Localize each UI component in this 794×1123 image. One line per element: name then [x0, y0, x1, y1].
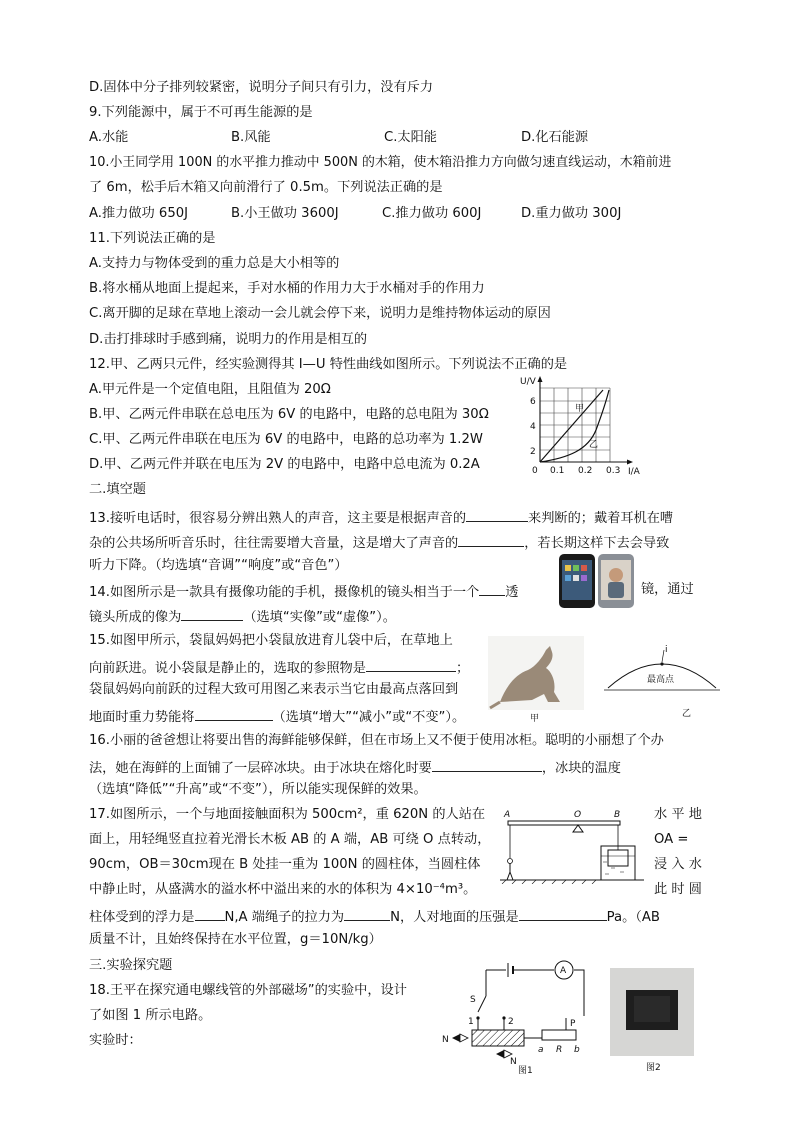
q17-line3: 90cm，OB＝30cm现在 B 处挂一重为 100N 的圆柱体，当圆柱体 [89, 857, 481, 872]
label-o: O [574, 810, 582, 820]
section-experiment-title: 三.实验探究题 [89, 958, 173, 973]
x-tick: 0.3 [606, 466, 621, 476]
q9-option-b: B.风能 [231, 130, 271, 145]
q16-line3: （选填“降低”“升高”或“不变”），所以能实现保鲜的效果。 [89, 782, 427, 797]
q10-option-b: B.小王做功 3600J [231, 206, 339, 221]
q15-line3: 袋鼠妈妈向前跃的过程大致可用图乙来表示当它由最高点落回到 [89, 682, 459, 697]
q10-stem-line1: 10.小王同学用 100N 的水平推力推动中 500N 的木箱，使木箱沿推力方向做匀速直线运动，木箱前进 [89, 155, 672, 170]
iron-filings-figure-2 [608, 968, 698, 1078]
q16-line1: 16.小丽的爸爸想让将要出售的海鲜能够保鲜，但在市场上又不便于使用冰柜。聪明的小丽想了个办 [89, 733, 664, 748]
q10-stem-line2: 了 6m，松手后木箱又向前滑行了 0.5m。下列说法正确的是 [89, 180, 443, 195]
q18-line2: 了如图 1 所示电路。 [89, 1008, 212, 1023]
q14-blank-2[interactable] [181, 606, 243, 621]
y-tick: 4 [530, 422, 536, 432]
q10-option-c: C.推力做功 600J [382, 206, 482, 221]
y-tick: 2 [530, 447, 536, 457]
kangaroo-figure [488, 636, 584, 724]
q9-option-a: A.水能 [89, 130, 129, 145]
fig-label-jia: 甲 [530, 714, 540, 724]
q15-blank-1[interactable] [366, 657, 456, 672]
q8-option-d: D.固体中分子排列较紧密，说明分子间只有引力，没有斥力 [89, 80, 434, 95]
q17-blank-3[interactable] [519, 906, 607, 921]
terminal-2-label: 2 [508, 1017, 514, 1027]
curve-label-jia: 甲 [575, 404, 585, 414]
q10-option-d: D.重力做功 300J [521, 206, 622, 221]
q17-text: N,A 端绳子的拉力为 [224, 910, 345, 925]
q11-option-d: D.击打排球时手感到痛，说明力的作用是相互的 [89, 332, 368, 347]
q14-text: （选填“实像”或“虚像”）。 [243, 610, 396, 625]
q13-line1 [89, 507, 673, 528]
q17-line4-right: 此 时 圆 [654, 882, 702, 897]
q15-blank-2[interactable] [195, 706, 273, 721]
q14-line1-right: 镜，通过 [641, 582, 694, 597]
q17-line4: 中静止时，从盛满水的溢水杯中溢出来的水的体积为 4×10⁻⁴m³。 [89, 882, 477, 897]
q18-line1: 18.王平在探究通电螺线管的外部磁场”的实验中，设计 [89, 983, 407, 998]
top-point-label: 最高点 [647, 675, 675, 685]
q13-text: 13.接听电话时，很容易分辨出熟人的声音，这主要是根据声音的 [89, 511, 467, 526]
label-b: B [614, 810, 621, 820]
q13-line2 [89, 532, 669, 553]
resistor-b-label: b [574, 1045, 580, 1055]
q18-line3: 实验时： [89, 1033, 142, 1048]
q13-text: ，若长期这样下去会导致 [524, 536, 670, 551]
q11-option-c: C.离开脚的足球在草地上滚动一会儿就会停下来，说明力是维持物体运动的原因 [89, 306, 551, 321]
q17-line1: 17.如图所示，一个与地面接触面积为 500cm²，重 620N 的人站在 [89, 807, 486, 822]
compass-n-label-left: N [442, 1035, 449, 1045]
trajectory-figure [602, 642, 722, 724]
q16-line2 [89, 757, 621, 778]
label-a: A [504, 810, 511, 820]
ammeter-label: A [560, 966, 567, 976]
q15-line2 [89, 657, 469, 678]
q15-line1: 15.如图甲所示，袋鼠妈妈把小袋鼠放进育儿袋中后，在草地上 [89, 633, 453, 648]
q10-option-a: A.推力做功 650J [89, 206, 188, 221]
fig2-caption: 图2 [646, 1063, 661, 1073]
q12-option-b: B.甲、乙两元件串联在总电压为 6V 的电路中，电路的总电阻为 30Ω [89, 407, 489, 422]
phone-image [556, 551, 638, 611]
curve-label-yi: 乙 [589, 440, 599, 450]
q15-line4 [89, 706, 465, 727]
x-tick: 0.1 [550, 466, 565, 476]
q11-option-a: A.支持力与物体受到的重力总是大小相等的 [89, 256, 340, 271]
q14-blank-1[interactable] [479, 581, 505, 596]
svg-text:i: i [665, 645, 668, 655]
q13-text: 杂的公共场所听音乐时，往往需要增大音量，这是增大了声音的 [89, 536, 459, 551]
switch-label: S [470, 995, 476, 1005]
x-tick: 0 [532, 466, 538, 476]
q14-text: 镜头所成的像为 [89, 610, 182, 625]
q9-option-d: D.化石能源 [521, 130, 589, 145]
q14-text: 透 [505, 585, 519, 600]
q13-line3: 听力下降。（均选填“音调”“响度”或“音色”） [89, 558, 348, 573]
lever-figure [500, 806, 644, 884]
q11-stem: 11.下列说法正确的是 [89, 231, 216, 246]
q14-text: 14.如图所示是一款具有摄像功能的手机，摄像机的镜头相当于一个 [89, 585, 480, 600]
q17-text: N，人对地面的压强是 [390, 910, 519, 925]
fig1-caption: 图1 [518, 1066, 533, 1076]
q14-line2 [89, 606, 396, 627]
circuit-figure-1 [434, 960, 594, 1076]
q15-text: （选填“增大”“减小”或“不变”）。 [272, 710, 466, 725]
q9-stem: 9.下列能源中，属于不可再生能源的是 [89, 105, 313, 120]
q9-option-c: C.太阳能 [384, 130, 437, 145]
terminal-1-label: 1 [468, 1017, 474, 1027]
q17-text: 柱体受到的浮力是 [89, 910, 195, 925]
x-axis-label: I/A [628, 467, 640, 476]
q12-option-c: C.甲、乙两元件串联在电压为 6V 的电路中，电路的总功率为 1.2W [89, 432, 483, 447]
resistor-r-label: R [556, 1045, 563, 1055]
q17-blank-1[interactable] [195, 906, 225, 921]
q11-option-b: B.将水桶从地面上提起来，手对水桶的作用力大于水桶对手的作用力 [89, 281, 485, 296]
resistor-a-label: a [538, 1045, 544, 1055]
q17-line2: 面上，用轻绳竖直拉着光滑长木板 AB 的 A 端，AB 可绕 O 点转动， [89, 832, 491, 847]
q16-blank-1[interactable] [432, 757, 542, 772]
q17-line3-right: 浸 入 水 [654, 857, 702, 872]
iu-graph [518, 374, 646, 476]
q13-text: 来判断的；戴着耳机在嘈 [528, 511, 674, 526]
q17-text: Pa。（AB [606, 910, 660, 925]
fig-label-yi: 乙 [682, 709, 692, 719]
q12-stem: 12.甲、乙两只元件，经实验测得其 I—U 特性曲线如图所示。下列说法不正确的是 [89, 357, 568, 372]
q17-line1-right: 水 平 地 [654, 807, 702, 822]
slider-p-label: P [570, 1019, 576, 1029]
q17-blank-2[interactable] [344, 906, 390, 921]
q15-text: 地面时重力势能将 [89, 710, 195, 725]
y-axis-label: U/V [520, 377, 536, 387]
x-tick: 0.2 [578, 466, 593, 476]
q17-line5 [89, 906, 660, 927]
section-fill-in-title: 二.填空题 [89, 482, 146, 497]
q12-option-d: D.甲、乙两元件并联在电压为 2V 的电路中，电路中总电流为 0.2A [89, 457, 480, 472]
q16-text: 法，她在海鲜的上面铺了一层碎冰块。由于冰块在熔化时要 [89, 761, 432, 776]
q16-text: ，冰块的温度 [541, 761, 621, 776]
q13-blank-2[interactable] [458, 532, 524, 547]
compass-n-label-bottom: N [510, 1057, 517, 1067]
q15-text: 向前跃进。说小袋鼠是静止的，选取的参照物是 [89, 661, 366, 676]
q14-line1-left [89, 581, 518, 602]
q17-line2-right: OA = [654, 832, 689, 847]
q17-line6: 质量不计，且始终保持在水平位置，g＝10N/kg） [89, 932, 382, 947]
q15-text: ； [455, 661, 470, 676]
q12-option-a: A.甲元件是一个定值电阻，且阻值为 20Ω [89, 382, 331, 397]
q13-blank-1[interactable] [466, 507, 528, 522]
y-tick: 6 [530, 397, 536, 407]
